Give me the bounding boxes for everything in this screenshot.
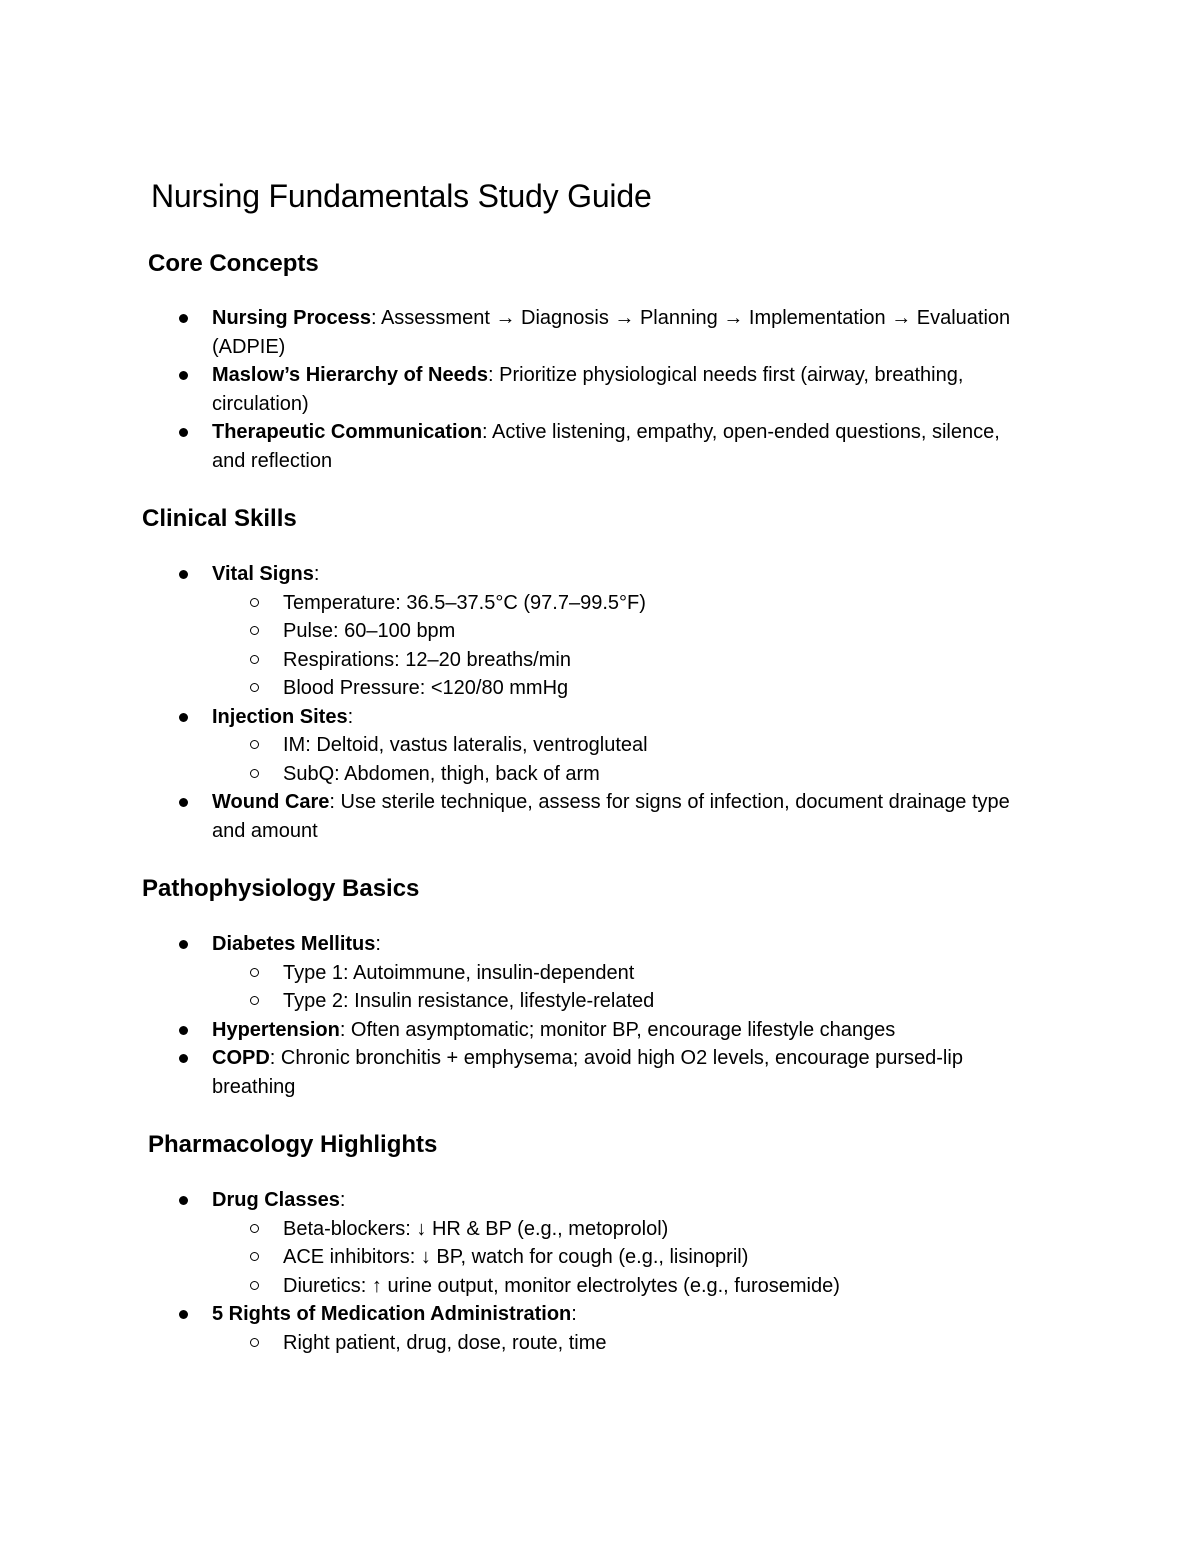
item-text: : Assessment → Diagnosis → Planning → Implementation → Evaluation (ADPIE) <box>212 307 1011 358</box>
item-term: Maslow’s Hierarchy of Needs <box>212 364 489 386</box>
sub-list-item: ACE inhibitors: ↓ BP, watch for cough (e.g., lisinopril) <box>212 1243 1030 1272</box>
item-text: : <box>375 933 381 955</box>
item-term: Injection Sites <box>212 705 348 728</box>
list-item <box>0 304 1200 361</box>
item-term: Drug Classes <box>212 1189 340 1211</box>
item-term: Nursing Process <box>212 307 371 329</box>
list-item <box>0 1186 1200 1300</box>
item-term: Diabetes Mellitus <box>212 933 376 955</box>
item-term: 5 Rights of Medication Administration <box>212 1303 572 1325</box>
list-item <box>0 788 1200 845</box>
clinical-skills-list <box>0 560 1200 845</box>
pharmacology-list <box>0 1186 1200 1357</box>
sub-list <box>212 1215 1030 1301</box>
item-text: : <box>571 1303 577 1325</box>
sub-list-item: IM: Deltoid, vastus lateralis, ventrogluteal <box>212 731 1030 760</box>
item-term: Hypertension <box>212 1018 340 1041</box>
sub-list-item: SubQ: Abdomen, thigh, back of arm <box>212 760 1030 789</box>
section-heading-clinical-skills: Clinical Skills <box>142 505 297 532</box>
section-heading-pharmacology-highlights: Pharmacology Highlights <box>148 1131 438 1158</box>
sub-list-item: Respirations: 12–20 breaths/min <box>212 646 1030 675</box>
list-item <box>0 703 1200 789</box>
list-item <box>0 1016 1200 1045</box>
sub-list <box>212 589 1030 703</box>
pathophysiology-list <box>0 930 1200 1101</box>
list-item <box>0 1044 1200 1101</box>
section-heading-core-concepts: Core Concepts <box>148 250 319 277</box>
item-term: Vital Signs <box>212 563 314 585</box>
item-text: : Use sterile technique, assess for signs of infection, document drainage type and amount <box>212 791 1010 842</box>
document-title: Nursing Fundamentals Study Guide <box>151 178 652 214</box>
sub-list <box>212 731 1030 788</box>
core-concepts-list <box>0 304 1200 475</box>
sub-list <box>212 959 1030 1016</box>
item-text: : Prioritize physiological needs first (airway, breathing, circulation) <box>212 364 964 415</box>
sub-list-item: Right patient, drug, dose, route, time <box>212 1329 1030 1358</box>
sub-list <box>212 1329 1030 1358</box>
item-text: : <box>313 563 320 585</box>
sub-list-item: Type 2: Insulin resistance, lifestyle-related <box>212 987 1030 1016</box>
item-term: COPD <box>212 1047 270 1069</box>
section-heading-pathophysiology-basics: Pathophysiology Basics <box>142 875 420 902</box>
item-term: Therapeutic Communication <box>212 421 483 443</box>
sub-list-item: Blood Pressure: <120/80 mmHg <box>212 674 1030 703</box>
list-item <box>0 560 1200 703</box>
item-text: : Often asymptomatic; monitor BP, encourage lifestyle changes <box>339 1018 896 1041</box>
sub-list-item: Type 1: Autoimmune, insulin-dependent <box>212 959 1030 988</box>
item-text: : Chronic bronchitis + emphysema; avoid high O2 levels, encourage pursed-lip breathing <box>212 1047 963 1098</box>
list-item <box>0 930 1200 1016</box>
sub-list-item: Diuretics: ↑ urine output, monitor electrolytes (e.g., furosemide) <box>212 1272 1030 1301</box>
sub-list-item: Beta-blockers: ↓ HR & BP (e.g., metoprolol) <box>212 1215 1030 1244</box>
list-item <box>0 418 1200 475</box>
item-text: : <box>347 705 354 728</box>
item-text: : Active listening, empathy, open-ended questions, silence, and reflection <box>212 421 1000 472</box>
list-item <box>0 361 1200 418</box>
list-item <box>0 1300 1200 1357</box>
item-text: : <box>339 1189 346 1211</box>
item-term: Wound Care <box>212 791 330 813</box>
sub-list-item: Temperature: 36.5–37.5°C (97.7–99.5°F) <box>212 589 1030 618</box>
sub-list-item: Pulse: 60–100 bpm <box>212 617 1030 646</box>
